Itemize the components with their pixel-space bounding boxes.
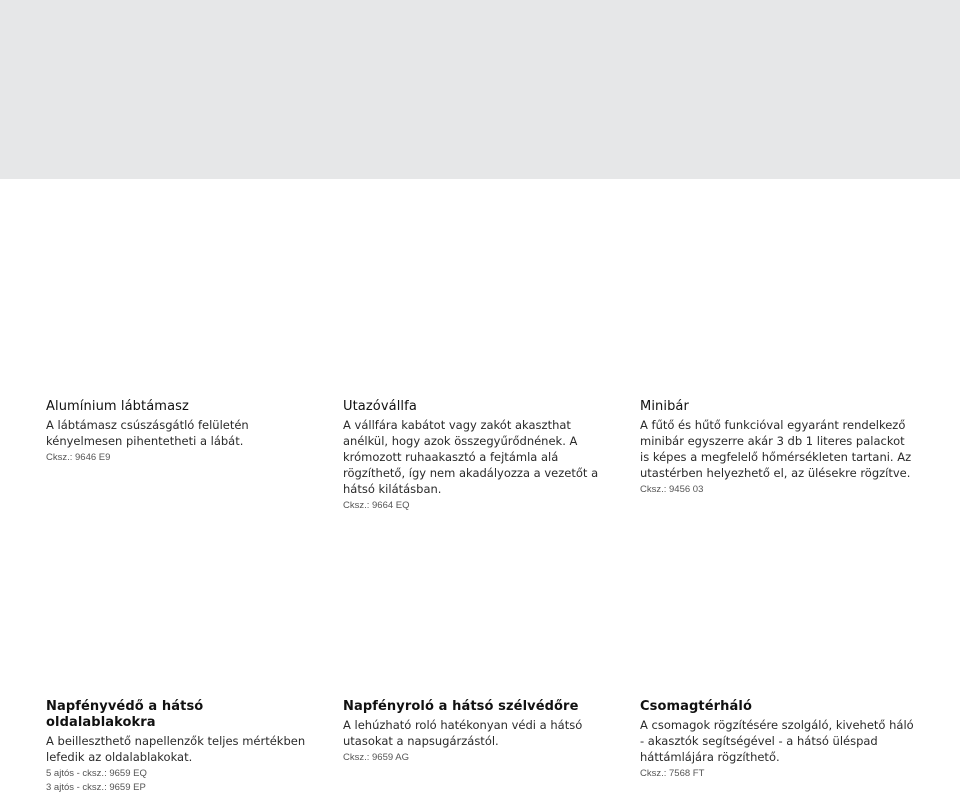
item-title: Utazóvállfa — [343, 399, 417, 414]
item-code: Cksz.: 9456 03 — [640, 484, 704, 495]
top-image-area — [0, 0, 960, 179]
item-title: Alumínium lábtámasz — [46, 399, 189, 414]
item-code: Cksz.: 9659 AG — [343, 752, 410, 763]
item-code: 5 ajtós - cksz.: 9659 EQ — [46, 768, 147, 779]
accessory-aluminium-footrest — [46, 399, 314, 465]
item-description: A fűtő és hűtő funkcióval egyaránt rendelkező minibár egyszerre akár 3 db 1 literes palackot is képes a megfelelő hőmérsékleten tartani. Az utastérben helyezhető el, az ülésekre rögzítve. — [640, 418, 912, 480]
item-description: A lehúzható roló hatékonyan védi a hátsó utasokat a napsugárzástól. — [343, 718, 583, 748]
item-code: Cksz.: 9664 EQ — [343, 500, 410, 511]
accessory-minibar — [640, 399, 915, 497]
item-description: A lábtámasz csúszásgátló felületén kényelmesen pihentetheti a lábát. — [46, 418, 249, 448]
item-title: Minibár — [640, 399, 689, 414]
item-description: A beilleszthető napellenzők teljes mértékben lefedik az oldalablakokat. — [46, 734, 306, 764]
accessory-rear-window-sunblind — [343, 699, 618, 765]
item-description: A vállfára kabátot vagy zakót akaszthat anélkül, hogy azok összegyűrődnének. A krómozott ruhaakasztó a fejtámla alá rögzíthető, így nem akadályozza a vezetőt a hátsó kilátásban. — [343, 418, 599, 496]
accessory-luggage-net — [640, 699, 915, 781]
accessory-travel-hanger — [343, 399, 618, 513]
item-code: 3 ajtós - cksz.: 9659 EP — [46, 782, 146, 793]
item-title: Napfényroló a hátsó szélvédőre — [343, 699, 579, 714]
item-code: Cksz.: 7568 FT — [640, 768, 705, 779]
item-code: Cksz.: 9646 E9 — [46, 452, 111, 463]
item-description: A csomagok rögzítésére szolgáló, kivehető háló - akasztók segítségével - a hátsó üléspad háttámlájára rögzíthető. — [640, 718, 914, 764]
item-title: Csomagtérháló — [640, 699, 752, 714]
accessory-rear-side-window-sunshade — [46, 699, 314, 795]
item-title: Napfényvédő a hátsó oldalablakokra — [46, 699, 204, 730]
